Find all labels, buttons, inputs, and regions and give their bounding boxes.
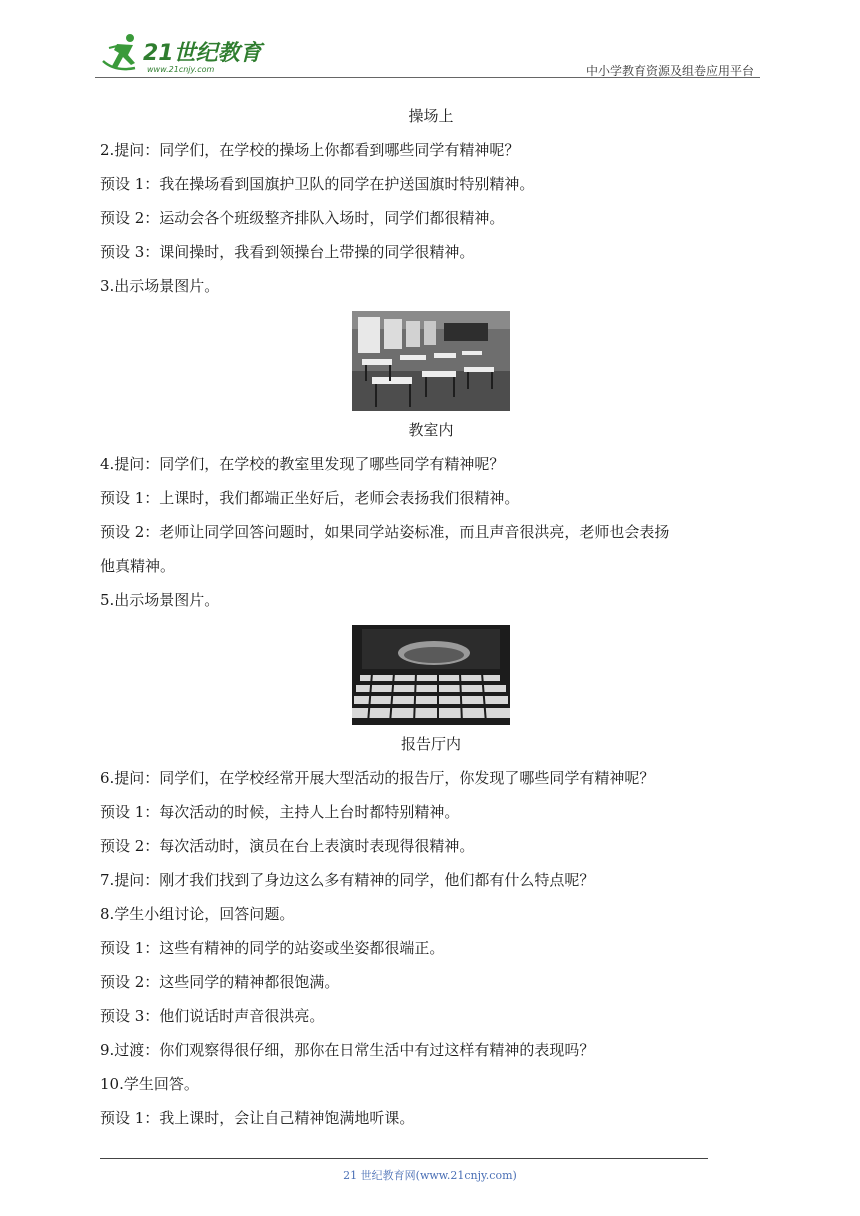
- footer-source[interactable]: 21 世纪教育网(www.21cnjy.com): [343, 1169, 517, 1182]
- runner-icon: [103, 34, 135, 69]
- paragraph: 他真精神。: [100, 557, 176, 575]
- logo: [95, 28, 275, 78]
- paragraph: 预设 3：他们说话时声音很洪亮。: [100, 1007, 325, 1025]
- document-body: [100, 99, 762, 1135]
- svg-text:www.21cnjy.com: www.21cnjy.com: [147, 65, 215, 74]
- classroom-photo: [352, 311, 510, 411]
- paragraph: 预设 2：这些同学的精神都很饱满。: [100, 973, 340, 991]
- image-caption: 操场上: [408, 107, 454, 125]
- paragraph: 预设 2：每次活动时，演员在台上表演时表现得很精神。: [100, 837, 475, 855]
- image-caption: 教室内: [408, 421, 454, 439]
- paragraph: 预设 1：上课时，我们都端正坐好后，老师会表扬我们很精神。: [100, 489, 520, 507]
- paragraph: 5.出示场景图片。: [100, 591, 220, 609]
- paragraph: 6.提问：同学们，在学校经常开展大型活动的报告厅，你发现了哪些同学有精神呢？: [100, 769, 655, 787]
- paragraph: 4.提问：同学们，在学校的教室里发现了哪些同学有精神呢？: [100, 455, 505, 473]
- paragraph: 7.提问：刚才我们找到了身边这么多有精神的同学，他们都有什么特点呢？: [100, 871, 595, 889]
- paragraph: 预设 2：运动会各个班级整齐排队入场时，同学们都很精神。: [100, 209, 505, 227]
- classroom-photo-figure: [100, 303, 762, 413]
- auditorium-photo: [352, 625, 510, 725]
- platform-name: 中小学教育资源及组卷应用平台: [585, 64, 754, 78]
- paragraph: 预设 1：我在操场看到国旗护卫队的同学在护送国旗时特别精神。: [100, 175, 535, 193]
- paragraph: 预设 1：我上课时，会让自己精神饱满地听课。: [100, 1109, 415, 1127]
- image-caption: 报告厅内: [400, 735, 461, 753]
- paragraph: 预设 1：这些有精神的同学的站姿或坐姿都很端正。: [100, 939, 445, 957]
- paragraph: 8.学生小组讨论，回答问题。: [100, 905, 295, 923]
- paragraph: 预设 2：老师让同学回答问题时，如果同学站姿标准，而且声音很洪亮，老师也会表扬: [100, 523, 670, 541]
- footer-divider: [100, 1158, 708, 1159]
- svg-text:21世纪教育: 21世纪教育: [143, 41, 262, 66]
- paragraph: 预设 3：课间操时，我看到领操台上带操的同学很精神。: [100, 243, 475, 261]
- paragraph: 3.出示场景图片。: [100, 277, 220, 295]
- auditorium-photo-figure: [100, 617, 762, 727]
- paragraph: 9.过渡：你们观察得很仔细，那你在日常生活中有过这样有精神的表现吗？: [100, 1041, 595, 1059]
- paragraph: 10.学生回答。: [100, 1075, 199, 1093]
- paragraph: 2.提问：同学们，在学校的操场上你都看到哪些同学有精神呢？: [100, 141, 520, 159]
- page-header: [95, 28, 760, 78]
- paragraph: 预设 1：每次活动的时候，主持人上台时都特别精神。: [100, 803, 460, 821]
- header-divider: [95, 77, 760, 78]
